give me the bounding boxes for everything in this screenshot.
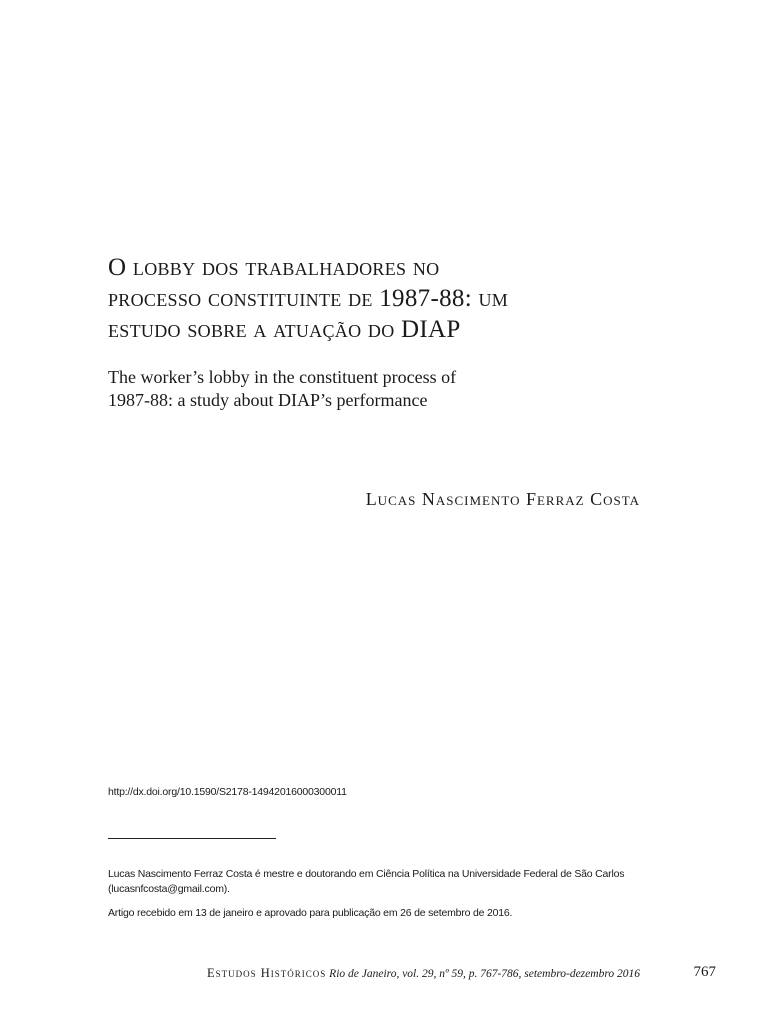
journal-name: Estudos Históricos [206, 966, 327, 980]
subtitle-line-1: The worker’s lobby in the constituent process of [108, 367, 457, 387]
running-footer [207, 966, 640, 981]
subtitle-line-2: 1987-88: a study about DIAP’s performance [108, 390, 428, 410]
footnote-author: Lucas Nascimento Ferraz Costa é mestre e doutorando em Ciência Política na Universidade Federal de São Carlos (lucasnfcosta@gmail.com). [108, 868, 625, 895]
page-number: 767 [693, 964, 716, 980]
title-line-1: O lobby dos trabalhadores no [108, 254, 440, 281]
author-name: Lucas Nascimento Ferraz Costa [365, 489, 640, 509]
footnote-received: Artigo recebido em 13 de janeiro e aprovado para publicação em 26 de setembro de 2016. [108, 907, 513, 919]
footnote-divider [108, 838, 276, 839]
title-line-3: estudo sobre a atuação do DIAP [108, 316, 461, 343]
doi-link[interactable]: http://dx.doi.org/10.1590/S2178-14942016000300011 [108, 786, 347, 798]
article-title [108, 252, 668, 345]
article-subtitle [108, 366, 668, 412]
journal-details: Rio de Janeiro, vol. 29, nº 59, p. 767-786, setembro-dezembro 2016 [329, 968, 640, 980]
title-line-2: processo constituinte de 1987-88: um [108, 285, 509, 312]
